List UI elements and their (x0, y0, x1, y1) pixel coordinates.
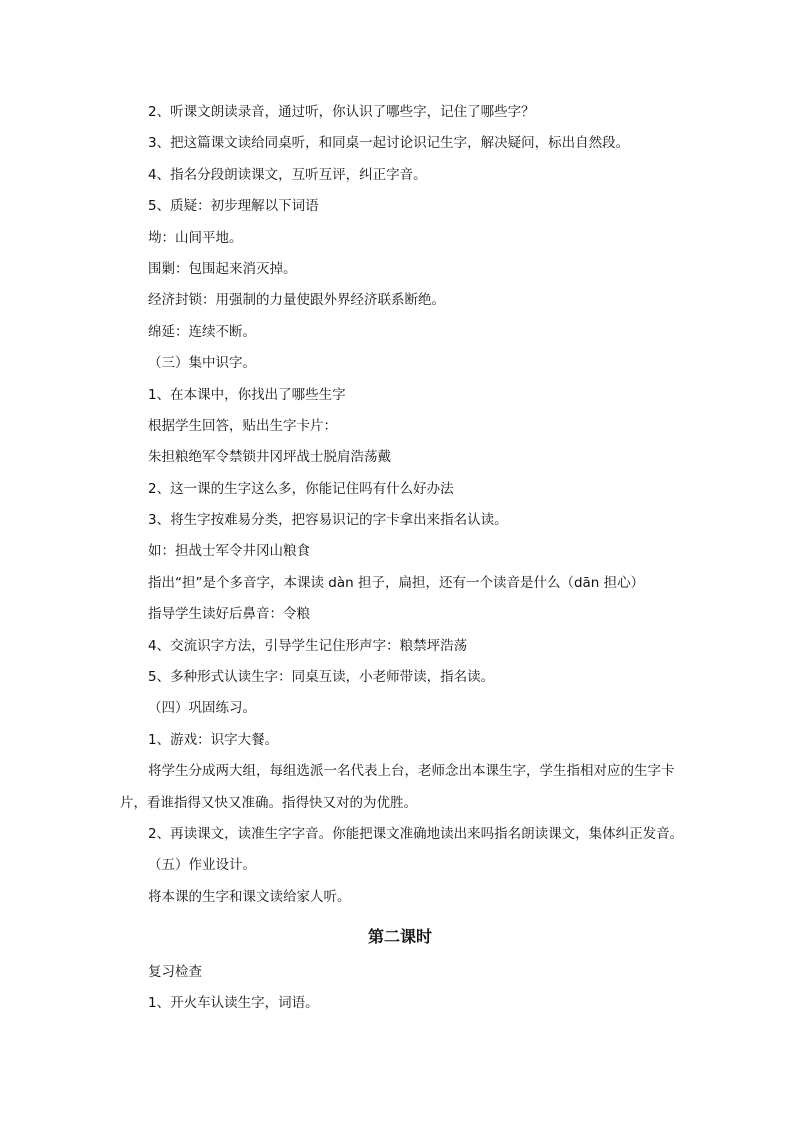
vocab-definition: 经济封锁：用强制的力量使跟外界经济联系断绝。 (148, 292, 445, 309)
text-line: 指导学生读好后鼻音：令粮 (148, 606, 310, 623)
text-line: 2、再读课文，读准生字字音。你能把课文准确地读出来吗指名朗读课文，集体纠正发音。 (148, 826, 684, 843)
text-line: 4、指名分段朗读课文，互听互评，纠正字音。 (148, 166, 427, 183)
text-line: 5、多种形式认读生字：同桌互读，小老师带读，指名读。 (148, 669, 495, 686)
vocab-definition: 绵延：连续不断。 (148, 323, 256, 340)
text-line: 1、在本课中，你找出了哪些生字 (148, 386, 346, 403)
vocab-definition: 坳：山间平地。 (148, 229, 243, 246)
text-line: 将本课的生字和课文读给家人听。 (148, 888, 351, 905)
section-title: （五）作业设计。 (148, 857, 256, 874)
vocab-definition: 围剿：包围起来消灭掉。 (148, 260, 297, 277)
text-line: 2、这一课的生字这么多，你能记住吗有什么好办法 (148, 480, 454, 497)
lesson-heading: 第二课时 (367, 927, 432, 947)
section-title: （三）集中识字。 (148, 355, 256, 372)
text-line: 指出“担”是个多音字，本课读 dàn 担子，扁担，还有一个读音是什么（dān 担心） (148, 574, 645, 591)
document-body (120, 97, 684, 1019)
text-line: 1、游戏：识字大餐。 (148, 731, 279, 748)
text-line: 如：担战士军令井冈山粮食 (148, 543, 310, 560)
section-title: （四）巩固练习。 (148, 700, 256, 717)
text-line: 复习检查 (148, 963, 202, 980)
text-line: 4、交流识字方法，引导学生记住形声字：粮禁坪浩荡 (148, 637, 468, 654)
character-card-list: 朱担粮绝军令禁锁井冈坪战士脱肩浩荡戴 (148, 449, 391, 466)
text-line: 1、开火车认读生字，词语。 (148, 994, 319, 1011)
text-line: 3、将生字按难易分类，把容易识记的字卡拿出来指名认读。 (148, 512, 508, 529)
text-line: 5、质疑：初步理解以下词语 (148, 198, 319, 215)
text-line: 根据学生回答，贴出生字卡片： (148, 417, 337, 434)
text-line: 3、把这篇课文读给同桌听，和同桌一起讨论识记生字，解决疑问，标出自然段。 (148, 135, 630, 152)
game-paragraph: 将学生分成两大组，每组选派一名代表上台，老师念出本课生字，学生指相对应的生字卡片，看谁指得又快又准确。指得快又对的为优胜。 (120, 763, 675, 811)
text-line: 2、听课文朗读录音，通过听，你认识了哪些字，记住了哪些字？ (148, 104, 535, 120)
